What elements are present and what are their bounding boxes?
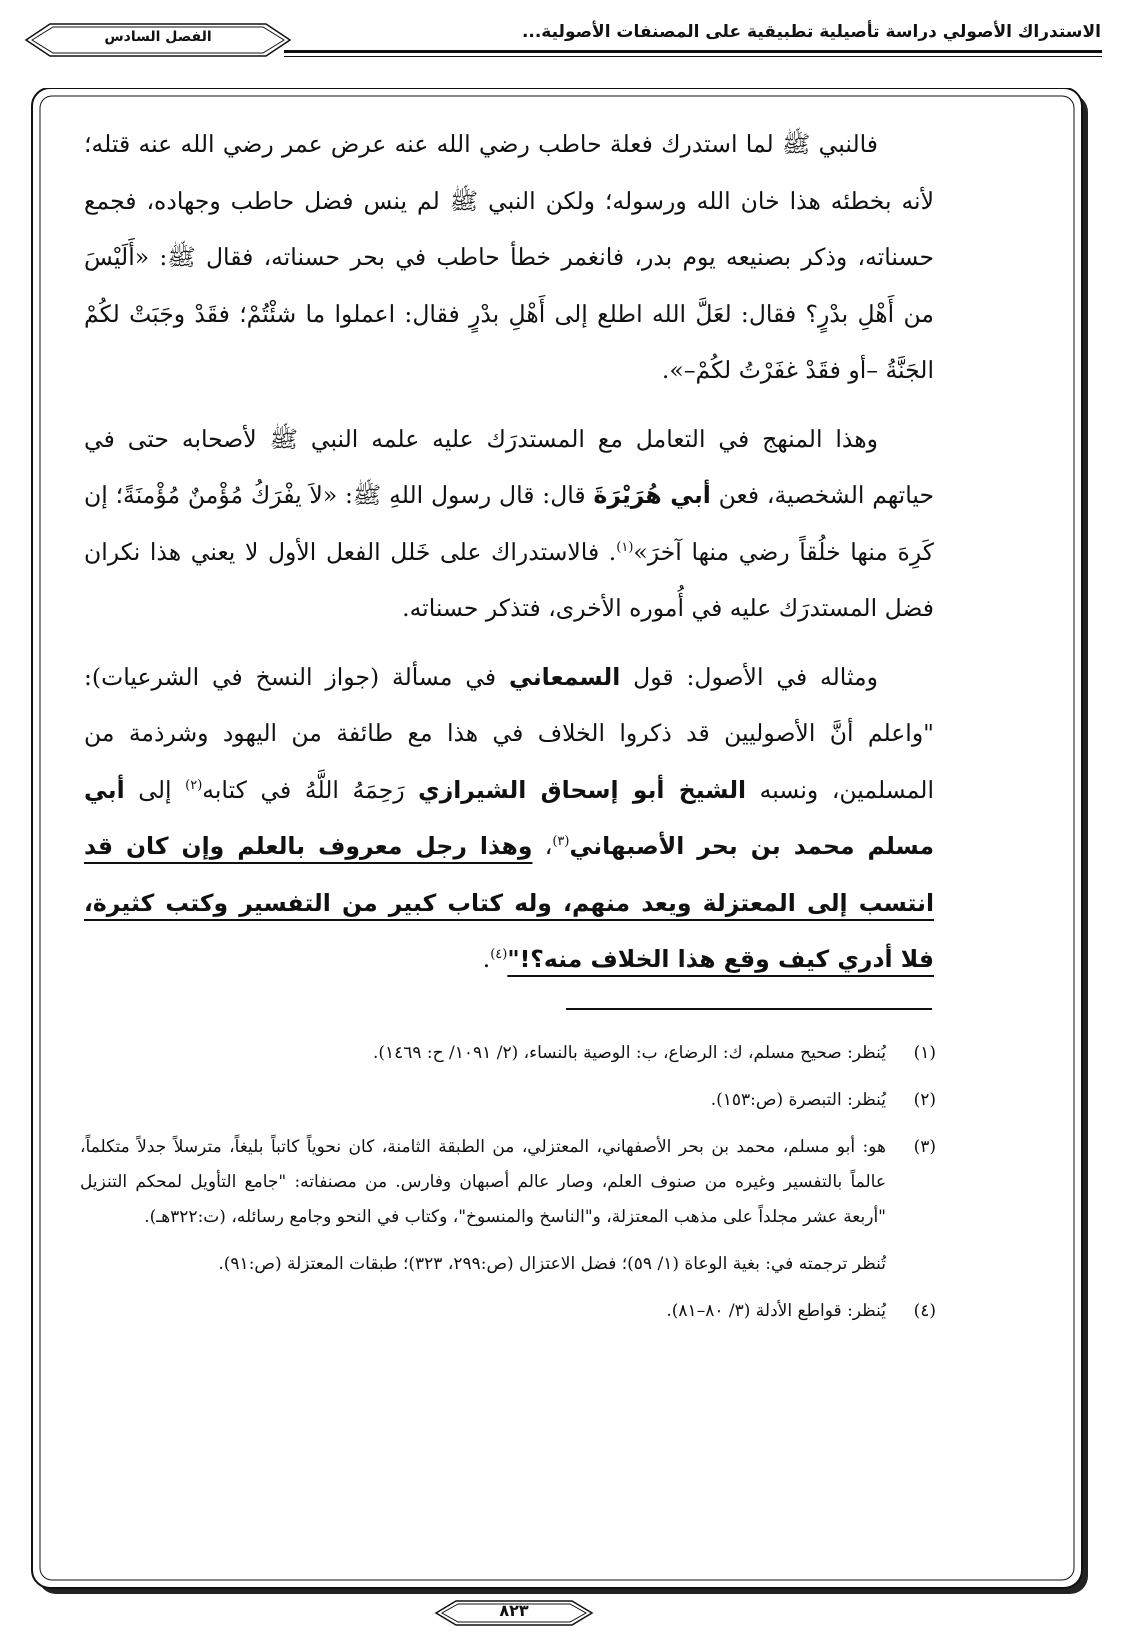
chapter-label: الفصل السادس [104, 29, 212, 45]
footnote-text: يُنظر: قواطع الأدلة (٣/ ٨٠–٨١). [666, 1301, 886, 1321]
footnote-1 [80, 1036, 936, 1071]
paragraph-2 [84, 411, 934, 637]
paragraph-1: فالنبي ﷺ لما استدرك فعلة حاطب رضي الله عنه عرض عمر رضي الله عنه قتله؛ لأنه بخطئه هذا خان الله ورسوله؛ ولكن النبي ﷺ لم ينس فضل حاطب وجهاده، فجمع حسناته، وذكر بصنيعه يوم بدر، فانغمر خطأ حاطب في بحر حسناته، فقال ﷺ: «أَلَيْسَ من أَهْلِ بدْرٍ؟ فقال: لعَلَّ الله اطلع إلى أَهْلِ بدْرٍ فقال: اعملوا ما شئْتُمْ؛ فقَدْ وجَبَتْ لكُمْ الجَنَّةُ –أو فقَدْ غفَرْتُ لكُمْ–». [84, 130, 934, 384]
page-number-badge [434, 1598, 594, 1628]
text-span: إلى [124, 775, 186, 804]
text-span: ومثاله في الأصول: قول [620, 662, 878, 691]
paragraph-3 [84, 649, 934, 988]
footnote-text: تُنظر ترجمته في: بغية الوعاة (١/ ٥٩)؛ فضل الاعتزال (ص:٢٩٩، ٣٢٣)؛ طبقات المعتزلة (ص:٩١). [218, 1254, 886, 1274]
footnote-text: هو: أبو مسلم، محمد بن بحر الأصفهاني، المعتزلي، من الطبقة الثامنة، كان نحوياً كاتباً بليغاً، مترسلاً جدلاً متكلماً، عالماً بالتفسير وغيره من صنوف العلم، وصار عالم أصبهان وفارس. من مصنفاته: "جامع التأويل لمحكم التنزيل "أربعة عشر مجلداً على مذهب المعتزلة، و"الناسخ والمنسوخ"، وكتاب في النحو وجامع رسائله، (ت:٣٢٢هـ). [80, 1137, 886, 1227]
footnote-number: (٤) [913, 1301, 936, 1321]
footnote-3-continuation [80, 1247, 936, 1282]
text-span: ، [532, 832, 553, 860]
running-title: الاستدراك الأصولي دراسة تأصيلية تطبيقية على المصنفات الأصولية... [521, 22, 1101, 42]
footnote-separator [566, 1008, 932, 1010]
footnote-3 [80, 1130, 936, 1235]
bold-name: الشيخ أبو إسحاق الشيرازي [418, 775, 747, 804]
footnote-4 [80, 1294, 936, 1329]
footnote-ref: (٤) [490, 947, 508, 963]
bold-name: السمعاني [509, 662, 621, 691]
footnote-number: (١) [913, 1043, 936, 1063]
header-rule [284, 50, 1102, 60]
bold-name: أبي هُرَيْرَةَ [593, 481, 711, 509]
footnotes [80, 1036, 936, 1341]
underlined-quote: وهذا رجل معروف بالعلم وإن كان قد انتسب إلى المعتزلة ويعد منهم، وله كتاب كبير من التفسير وكتب كثيرة، فلا أدري كيف وقع هذا الخلاف منه؟!" [84, 832, 934, 973]
chapter-tab [24, 20, 292, 60]
footnote-ref: (٢) [185, 777, 203, 793]
footnote-2 [80, 1083, 936, 1118]
footnote-number: (٣) [913, 1137, 936, 1157]
text-span: قال: قال رسول اللهِ ﷺ: «لاَ يفْرَكُ مُؤْمنٌ مُؤْمنَةً؛ إن كَرِهَ منها خلُقاً رضي منها آخرَ» [84, 481, 934, 566]
text-span: . فالاستدراك على خَلل الفعل الأول لا يعني هذا نكران فضل المستدرَك عليه في أُموره الأخرى، فتذكر حسناته. [84, 537, 934, 622]
footnote-text: يُنظر: صحيح مسلم، ك: الرضاع، ب: الوصية بالنساء، (٢/ ١٠٩١/ ح: ١٤٦٩). [372, 1043, 886, 1063]
main-text [84, 116, 934, 1000]
footnote-text: يُنظر: التبصرة (ص:١٥٣). [710, 1090, 886, 1110]
bold-name: أبي مسلم محمد بن بحر الأصبهاني [84, 775, 935, 860]
text-span: وهذا المنهج في التعامل مع المستدرَك عليه علمه النبي ﷺ لأصحابه حتى في حياتهم الشخصية، فعن [84, 424, 934, 509]
page-number: ٨٢٣ [499, 1601, 529, 1620]
text-span: في مسألة (جواز النسخ في الشرعيات): "واعلم أنَّ الأصوليين قد ذكروا الخلاف في هذا مع طائفة من اليهود وشرذمة من المسلمين، ونسبه [84, 662, 934, 804]
footnote-ref: (١) [616, 539, 634, 555]
text-span: . [482, 945, 491, 973]
text-span: رَحِمَهُ اللَّهُ في كتابه [202, 775, 419, 804]
footnote-number: (٢) [913, 1090, 936, 1110]
footnote-ref: (٣) [552, 834, 570, 850]
